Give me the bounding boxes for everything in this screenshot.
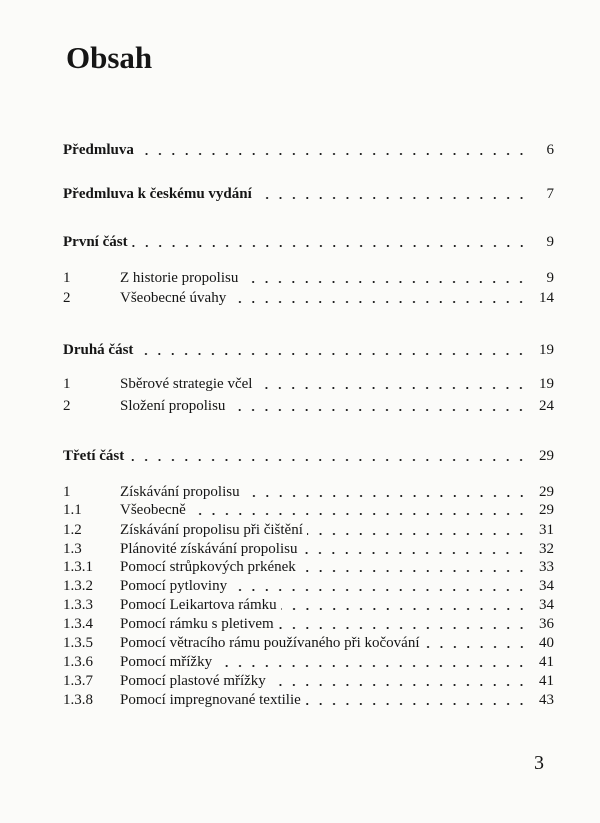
- toc-entry: [63, 614, 554, 634]
- toc-entry-title: Pomocí pytloviny: [120, 578, 228, 594]
- toc-entry: [63, 268, 554, 288]
- dot-leader: [216, 665, 528, 667]
- dot-leader: [300, 570, 528, 572]
- toc-entry: [63, 633, 554, 653]
- toc-entry: [63, 232, 554, 252]
- toc-entry-number: 1.2: [63, 522, 82, 538]
- toc-entry-page: 29: [539, 484, 554, 500]
- dot-leader: [244, 495, 528, 497]
- toc-entry-title: Získávání propolisu při čištění: [120, 522, 303, 538]
- dot-leader: [307, 533, 528, 535]
- toc-entry-title: Předmluva: [63, 142, 134, 158]
- toc-entry-page: 19: [539, 376, 554, 392]
- toc-entry: [63, 396, 554, 416]
- toc-entry: [63, 539, 554, 559]
- dot-leader: [242, 281, 528, 283]
- toc-entry-title: Druhá část: [63, 342, 134, 358]
- dot-leader: [424, 646, 529, 648]
- toc-entry: [63, 576, 554, 596]
- toc-entry-page: 41: [539, 654, 554, 670]
- page-title: Obsah: [66, 40, 153, 75]
- toc-entry: [63, 595, 554, 615]
- dot-leader: [278, 627, 528, 629]
- dot-leader: [281, 608, 528, 610]
- toc-entry: [63, 690, 554, 710]
- dot-leader: [270, 684, 528, 686]
- dot-leader: [190, 513, 528, 515]
- toc-entry-title: Získávání propolisu: [120, 484, 240, 500]
- toc-entry: [63, 288, 554, 308]
- toc-entry-page: 34: [539, 578, 554, 594]
- toc-entry-number: 1: [63, 376, 71, 392]
- dot-leader: [230, 301, 528, 303]
- toc-entry-page: 40: [539, 635, 554, 651]
- toc-entry-number: 1.3.8: [63, 692, 93, 708]
- dot-leader: [128, 459, 528, 461]
- toc-entry-title: Předmluva k českému vydání: [63, 186, 252, 202]
- toc-entry-title: První část: [63, 234, 128, 250]
- toc-entry-number: 1.1: [63, 502, 82, 518]
- toc-entry-page: 24: [539, 398, 554, 414]
- toc-entry-page: 34: [539, 597, 554, 613]
- toc-entry: [63, 671, 554, 691]
- toc-entry: [63, 446, 554, 466]
- toc-entry-page: 29: [539, 502, 554, 518]
- toc-entry-title: Pomocí strůpkových prkének: [120, 559, 296, 575]
- toc-entry: [63, 500, 554, 520]
- toc-entry-title: Pomocí impregnované textilie: [120, 692, 301, 708]
- toc-entry-title: Plánovité získávání propolisu: [120, 541, 298, 557]
- dot-leader: [138, 153, 528, 155]
- page-number: 3: [534, 752, 544, 774]
- toc-entry-number: 1: [63, 484, 71, 500]
- toc-entry-number: 1: [63, 270, 71, 286]
- toc-entry: [63, 652, 554, 672]
- toc-entry-title: Pomocí mřížky: [120, 654, 213, 670]
- toc-entry-title: Všeobecné úvahy: [120, 290, 227, 306]
- toc-entry-page: 41: [539, 673, 554, 689]
- toc-entry-number: 2: [63, 398, 71, 414]
- toc-entry-page: 19: [539, 342, 554, 358]
- toc-entry-number: 1.3.1: [63, 559, 93, 575]
- toc-entry: [63, 184, 554, 204]
- toc-entry-page: 9: [546, 234, 554, 250]
- dot-leader: [305, 703, 528, 705]
- dot-leader: [137, 353, 528, 355]
- toc-entry-page: 14: [539, 290, 554, 306]
- toc-entry-number: 1.3.2: [63, 578, 93, 594]
- dot-leader: [301, 552, 528, 554]
- toc-entry-title: Složení propolisu: [120, 398, 226, 414]
- dot-leader: [256, 197, 528, 199]
- dot-leader: [256, 387, 528, 389]
- toc-entry-title: Pomocí Leikartova rámku: [120, 597, 277, 613]
- toc-entry-page: 31: [539, 522, 554, 538]
- toc-entry-number: 1.3: [63, 541, 82, 557]
- toc-entry-page: 9: [546, 270, 554, 286]
- toc-entry: [63, 520, 554, 540]
- toc-entry-number: 2: [63, 290, 71, 306]
- toc-entry-page: 36: [539, 616, 554, 632]
- toc-entry-title: Třetí část: [63, 448, 125, 464]
- toc-entry-title: Z historie propolisu: [120, 270, 239, 286]
- toc-entry-page: 7: [546, 186, 554, 202]
- dot-leader: [132, 245, 528, 247]
- toc-entry: [63, 140, 554, 160]
- toc-entry-title: Sběrové strategie včel: [120, 376, 253, 392]
- toc-entry: [63, 557, 554, 577]
- toc-entry-page: 33: [539, 559, 554, 575]
- dot-leader: [229, 409, 528, 411]
- toc-entry-title: Všeobecně: [120, 502, 186, 518]
- toc-entry-page: 43: [539, 692, 554, 708]
- toc-entry-page: 32: [539, 541, 554, 557]
- toc-entry-page: 29: [539, 448, 554, 464]
- toc-entry-title: Pomocí plastové mřížky: [120, 673, 266, 689]
- toc-entry-number: 1.3.4: [63, 616, 93, 632]
- toc-entry: [63, 374, 554, 394]
- toc-entry: [63, 482, 554, 502]
- toc-entry-title: Pomocí větracího rámu používaného při kočování: [120, 635, 420, 651]
- dot-leader: [231, 589, 528, 591]
- toc-entry: [63, 340, 554, 360]
- toc-entry-number: 1.3.6: [63, 654, 93, 670]
- toc-entry-number: 1.3.3: [63, 597, 93, 613]
- toc-entry-number: 1.3.5: [63, 635, 93, 651]
- toc-entry-page: 6: [546, 142, 554, 158]
- toc-entry-number: 1.3.7: [63, 673, 93, 689]
- toc-entry-title: Pomocí rámku s pletivem: [120, 616, 274, 632]
